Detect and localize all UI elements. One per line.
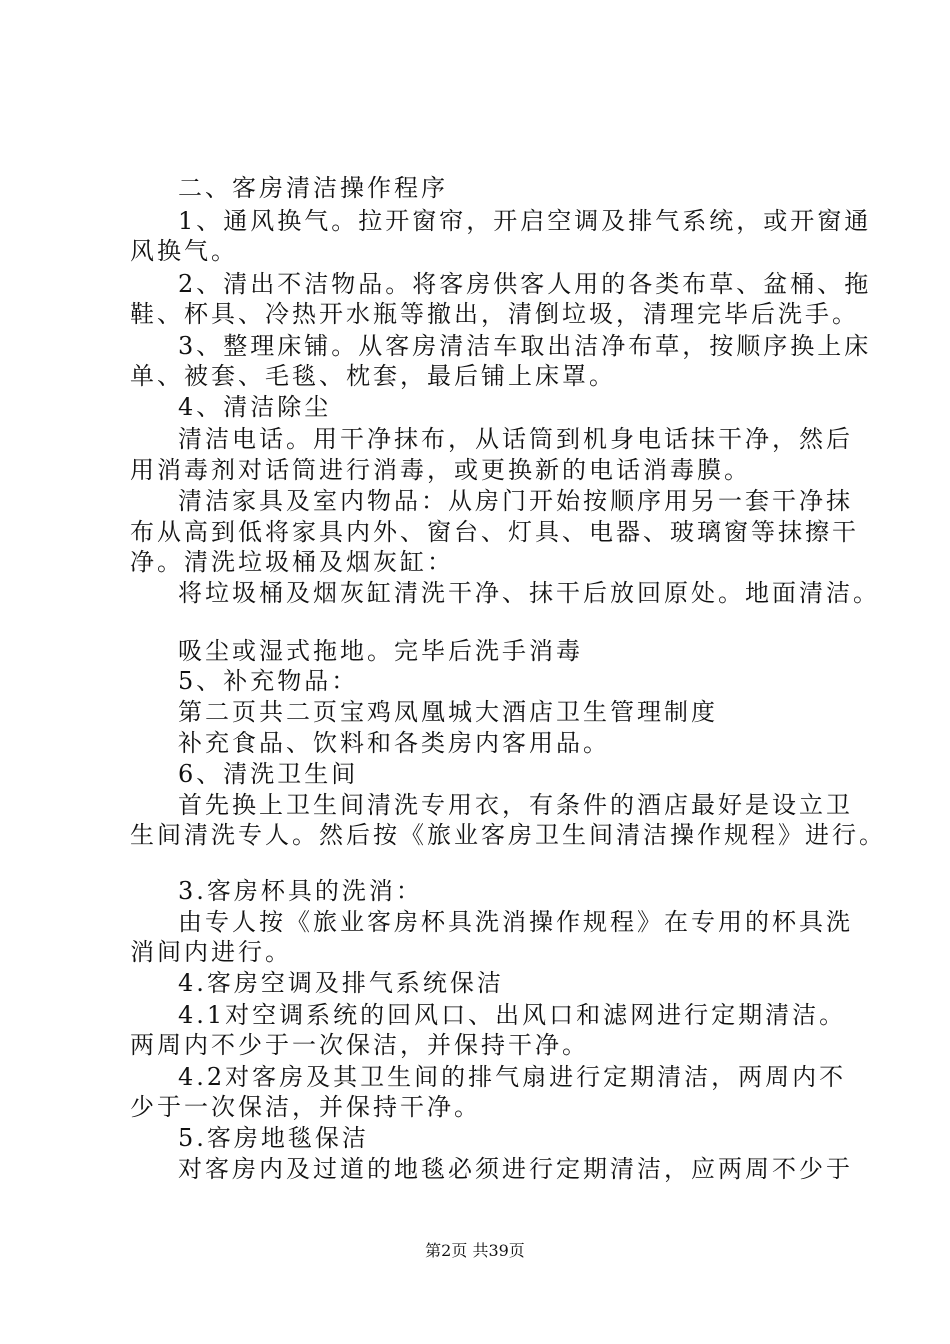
section-heading: 二、客房清洁操作程序 — [178, 174, 448, 202]
paragraph-line: 将垃圾桶及烟灰缸清洗干净、抹干后放回原处。地面清洁。 — [178, 579, 880, 607]
paragraph-line: 由专人按《旅业客房杯具洗消操作规程》在专用的杯具洗 — [178, 908, 853, 936]
paragraph-line: 第二页共二页宝鸡凤凰城大酒店卫生管理制度 — [178, 698, 718, 726]
paragraph-line: 净。清洗垃圾桶及烟灰缸： — [130, 548, 454, 576]
section-heading: 3.客房杯具的洗消： — [178, 877, 423, 905]
subsection-heading: 5、补充物品： — [178, 667, 359, 695]
paragraph-line: 4.2对客房及其卫生间的排气扇进行定期清洁，两周内不 — [178, 1063, 847, 1091]
paragraph-line: 少于一次保洁，并保持干净。 — [130, 1093, 481, 1121]
paragraph-line: 对客房内及过道的地毯必须进行定期清洁，应两周不少于 — [178, 1155, 853, 1183]
paragraph-line: 4.1对空调系统的回风口、出风口和滤网进行定期清洁。 — [178, 1001, 847, 1029]
page-number-footer: 第2页 共39页 — [425, 1241, 525, 1260]
paragraph-line: 鞋、杯具、冷热开水瓶等撤出，清倒垃圾，清理完毕后洗手。 — [130, 300, 859, 328]
section-heading: 5.客房地毯保洁 — [178, 1124, 369, 1152]
paragraph-line: 首先换上卫生间清洗专用衣，有条件的酒店最好是设立卫 — [178, 791, 853, 819]
paragraph-line: 清洁电话。用干净抹布，从话筒到机身电话抹干净，然后 — [178, 425, 853, 453]
paragraph-line: 生间清洗专人。然后按《旅业客房卫生间清洁操作规程》进行。 — [130, 821, 886, 849]
paragraph-line: 补充食品、饮料和各类房内客用品。 — [178, 729, 610, 757]
paragraph-line: 布从高到低将家具内外、窗台、灯具、电器、玻璃窗等抹擦干 — [130, 518, 859, 546]
paragraph-line: 1、通风换气。拉开窗帘，开启空调及排气系统，或开窗通 — [178, 207, 872, 235]
subsection-heading: 4、清洁除尘 — [178, 393, 332, 421]
paragraph-line: 消间内进行。 — [130, 938, 292, 966]
paragraph-line: 吸尘或湿式拖地。完毕后洗手消毒 — [178, 637, 583, 665]
paragraph-line: 用消毒剂对话筒进行消毒，或更换新的电话消毒膜。 — [130, 456, 751, 484]
paragraph-line: 单、被套、毛毯、枕套，最后铺上床罩。 — [130, 362, 616, 390]
paragraph-line: 2、清出不洁物品。将客房供客人用的各类布草、盆桶、拖 — [178, 270, 872, 298]
paragraph-line: 3、整理床铺。从客房清洁车取出洁净布草，按顺序换上床 — [178, 332, 872, 360]
paragraph-line: 两周内不少于一次保洁，并保持干净。 — [130, 1031, 589, 1059]
subsection-heading: 6、清洗卫生间 — [178, 760, 359, 788]
section-heading: 4.客房空调及排气系统保洁 — [178, 969, 504, 997]
paragraph-line: 清洁家具及室内物品：从房门开始按顺序用另一套干净抹 — [178, 487, 853, 515]
paragraph-line: 风换气。 — [130, 237, 238, 265]
